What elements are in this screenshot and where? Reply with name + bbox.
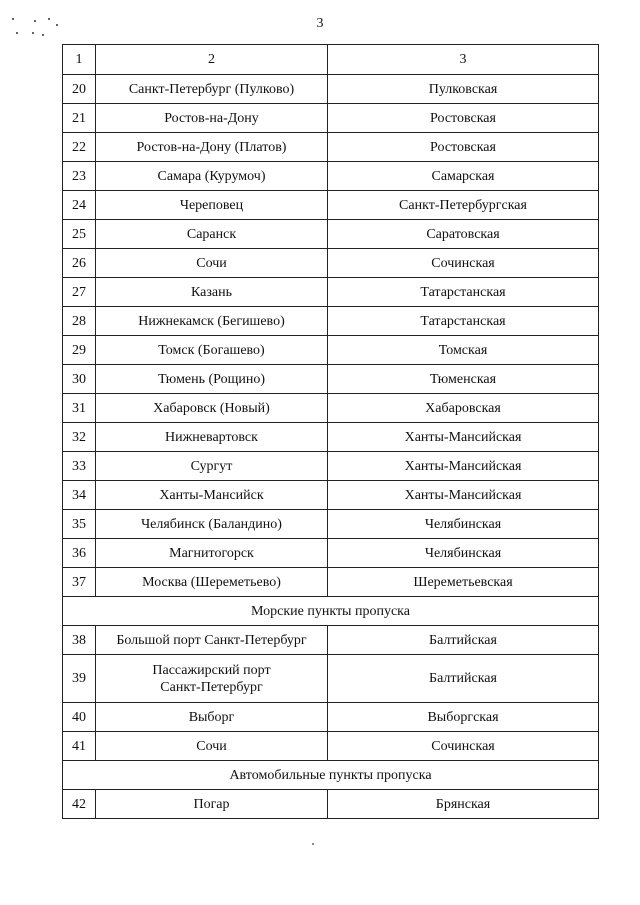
- table-row: [63, 452, 599, 481]
- checkpoint-name: Череповец: [96, 191, 328, 220]
- row-number: 29: [63, 336, 96, 365]
- row-number: 32: [63, 423, 96, 452]
- table-row: [63, 162, 599, 191]
- checkpoint-name: Саранск: [96, 220, 328, 249]
- row-number: 33: [63, 452, 96, 481]
- checkpoint-name: Сочи: [96, 732, 328, 761]
- table-row: [63, 626, 599, 655]
- customs-post: Хабаровская: [328, 394, 599, 423]
- row-number: 34: [63, 481, 96, 510]
- checkpoint-name: Ростов-на-Дону (Платов): [96, 133, 328, 162]
- table-row: [63, 481, 599, 510]
- section-title-sea: Морские пункты пропуска: [63, 597, 599, 626]
- customs-post: Татарстанская: [328, 278, 599, 307]
- checkpoint-name: Сургут: [96, 452, 328, 481]
- customs-post: Челябинская: [328, 539, 599, 568]
- checkpoints-table: [62, 44, 599, 819]
- customs-post: Тюменская: [328, 365, 599, 394]
- customs-post: Санкт-Петербургская: [328, 191, 599, 220]
- customs-post: Шереметьевская: [328, 568, 599, 597]
- checkpoint-name: Казань: [96, 278, 328, 307]
- row-number: 25: [63, 220, 96, 249]
- row-number: 23: [63, 162, 96, 191]
- section-header-row: [63, 597, 599, 626]
- table-row: [63, 75, 599, 104]
- customs-post: Ростовская: [328, 104, 599, 133]
- customs-post: Татарстанская: [328, 307, 599, 336]
- checkpoint-name: Сочи: [96, 249, 328, 278]
- scan-speck: [312, 843, 314, 845]
- checkpoint-name: Нижневартовск: [96, 423, 328, 452]
- table-row: [63, 394, 599, 423]
- table-row: [63, 365, 599, 394]
- checkpoint-name-line-1: Пассажирский порт: [152, 662, 271, 678]
- row-number: 28: [63, 307, 96, 336]
- row-number: 21: [63, 104, 96, 133]
- customs-post: Саратовская: [328, 220, 599, 249]
- customs-post: Балтийская: [328, 626, 599, 655]
- table-row: [63, 510, 599, 539]
- checkpoint-name: Тюмень (Рощино): [96, 365, 328, 394]
- row-number: 40: [63, 703, 96, 732]
- table-row: [63, 703, 599, 732]
- table-row: [63, 790, 599, 819]
- table-row: [63, 249, 599, 278]
- checkpoint-name: Нижнекамск (Бегишево): [96, 307, 328, 336]
- section-header-row: [63, 761, 599, 790]
- checkpoint-name: Магнитогорск: [96, 539, 328, 568]
- customs-post: Сочинская: [328, 732, 599, 761]
- customs-post: Томская: [328, 336, 599, 365]
- table-row: [63, 423, 599, 452]
- table-row: [63, 133, 599, 162]
- table-row: [63, 220, 599, 249]
- table-row: [63, 655, 599, 703]
- table-row: [63, 568, 599, 597]
- customs-post: Ханты-Мансийская: [328, 481, 599, 510]
- customs-post: Брянская: [328, 790, 599, 819]
- checkpoint-name: Москва (Шереметьево): [96, 568, 328, 597]
- checkpoint-name: Ростов-на-Дону: [96, 104, 328, 133]
- row-number: 36: [63, 539, 96, 568]
- row-number: 37: [63, 568, 96, 597]
- row-number: 39: [63, 655, 96, 703]
- checkpoint-name: Хабаровск (Новый): [96, 394, 328, 423]
- row-number: 24: [63, 191, 96, 220]
- checkpoint-name-line-2: Санкт-Петербург: [160, 679, 263, 695]
- table-header-row: [63, 45, 599, 75]
- table-row: [63, 307, 599, 336]
- customs-post: Балтийская: [328, 655, 599, 703]
- checkpoint-name: Большой порт Санкт-Петербург: [96, 626, 328, 655]
- checkpoint-name: Ханты-Мансийск: [96, 481, 328, 510]
- table-row: [63, 732, 599, 761]
- row-number: 20: [63, 75, 96, 104]
- table-row: [63, 278, 599, 307]
- checkpoint-name: Самара (Курумоч): [96, 162, 328, 191]
- row-number: 42: [63, 790, 96, 819]
- customs-post: Ханты-Мансийская: [328, 423, 599, 452]
- row-number: 41: [63, 732, 96, 761]
- row-number: 30: [63, 365, 96, 394]
- checkpoint-name: Санкт-Петербург (Пулково): [96, 75, 328, 104]
- customs-post: Пулковская: [328, 75, 599, 104]
- customs-post: Ханты-Мансийская: [328, 452, 599, 481]
- customs-post: Выборгская: [328, 703, 599, 732]
- header-col-3: 3: [328, 45, 599, 75]
- row-number: 22: [63, 133, 96, 162]
- customs-post: Ростовская: [328, 133, 599, 162]
- table-row: [63, 104, 599, 133]
- row-number: 26: [63, 249, 96, 278]
- table-row: [63, 336, 599, 365]
- header-col-2: 2: [96, 45, 328, 75]
- table-row: [63, 191, 599, 220]
- checkpoint-name: Челябинск (Баландино): [96, 510, 328, 539]
- section-title-road: Автомобильные пункты пропуска: [63, 761, 599, 790]
- table-row: [63, 539, 599, 568]
- header-col-1: 1: [63, 45, 96, 75]
- row-number: 35: [63, 510, 96, 539]
- customs-post: Самарская: [328, 162, 599, 191]
- row-number: 31: [63, 394, 96, 423]
- checkpoint-name: [96, 655, 328, 703]
- customs-post: Сочинская: [328, 249, 599, 278]
- row-number: 27: [63, 278, 96, 307]
- checkpoint-name: Погар: [96, 790, 328, 819]
- page-number: 3: [316, 16, 324, 31]
- row-number: 38: [63, 626, 96, 655]
- customs-post: Челябинская: [328, 510, 599, 539]
- checkpoint-name: Томск (Богашево): [96, 336, 328, 365]
- checkpoint-name: Выборг: [96, 703, 328, 732]
